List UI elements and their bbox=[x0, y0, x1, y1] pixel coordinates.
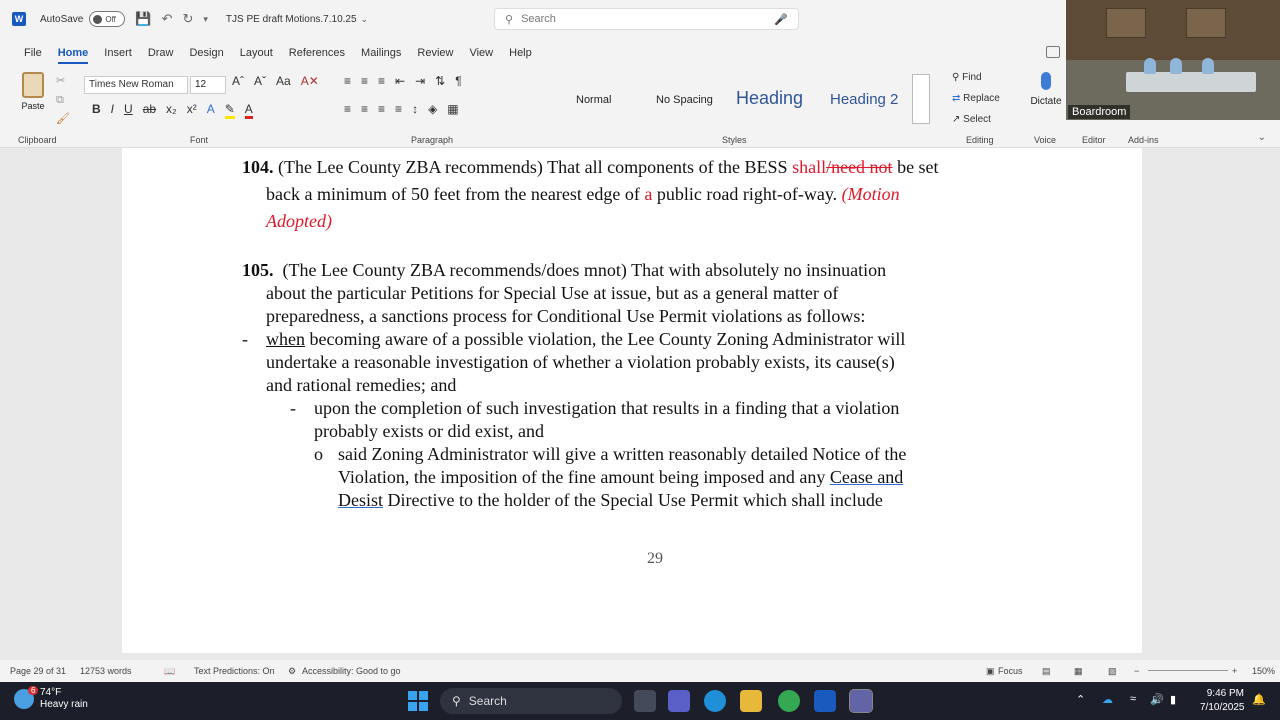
ribbon-collapse-icon[interactable]: ⌄ bbox=[1257, 132, 1266, 143]
font-size-value: 12 bbox=[195, 79, 207, 90]
undo-icon[interactable]: ↶ bbox=[161, 11, 173, 26]
show-formatting-icon[interactable]: ¶ bbox=[455, 74, 462, 88]
bullet-3-line-2 bbox=[338, 466, 903, 489]
motion-104-status-2: Adopted) bbox=[266, 211, 332, 231]
motion-105-line-3: preparedness, a sanctions process for Conditional Use Permit violations as follows: bbox=[266, 306, 866, 326]
group-styles: Styles bbox=[722, 135, 747, 145]
taskbar bbox=[0, 682, 1280, 720]
bullet-2-dash: - bbox=[290, 398, 296, 418]
tab-references[interactable]: References bbox=[288, 47, 346, 59]
dictate-label: Dictate bbox=[1030, 96, 1062, 107]
shrink-font-icon[interactable]: Aˇ bbox=[254, 74, 266, 88]
search-input[interactable] bbox=[494, 8, 799, 30]
alignment-tools bbox=[344, 102, 459, 116]
styles-gallery-scroll[interactable] bbox=[912, 74, 930, 124]
document-title[interactable]: TJS PE draft Motions.7.10.25 bbox=[225, 13, 357, 25]
superscript-icon[interactable]: x² bbox=[186, 102, 197, 116]
shading-icon[interactable]: ◈ bbox=[428, 102, 438, 116]
decrease-indent-icon[interactable]: ⇤ bbox=[395, 74, 406, 88]
paste-button[interactable] bbox=[18, 72, 48, 111]
paste-label: Paste bbox=[21, 101, 45, 111]
select-button[interactable] bbox=[952, 114, 991, 125]
select-label: Select bbox=[963, 114, 991, 125]
tab-file[interactable]: File bbox=[24, 47, 42, 59]
customize-toolbar-icon[interactable]: ▾ bbox=[203, 13, 208, 24]
bullet-3-line-1: said Zoning Administrator will give a written reasonably detailed Notice of the bbox=[338, 444, 907, 464]
autosave-label: AutoSave bbox=[40, 13, 84, 25]
motion-104-line2-b: public road right-of-way. bbox=[652, 184, 842, 204]
read-mode-icon[interactable]: ▤ bbox=[1042, 666, 1051, 676]
edge-icon[interactable] bbox=[704, 690, 726, 712]
volume-icon[interactable]: 🔊 bbox=[1150, 694, 1164, 706]
file-explorer-icon[interactable] bbox=[740, 690, 762, 712]
align-center-icon[interactable]: ≡ bbox=[361, 102, 369, 116]
tab-view[interactable]: View bbox=[469, 47, 494, 59]
bullet-3-marker: o bbox=[314, 444, 323, 464]
bullet-3-text-b1: Violation, the imposition of the fine amount being imposed and any bbox=[338, 467, 830, 487]
video-table bbox=[1126, 72, 1256, 92]
motion-104-text-b: be set bbox=[892, 157, 939, 177]
list-tools bbox=[344, 74, 462, 88]
style-heading-2[interactable]: Heading 2 bbox=[830, 91, 899, 108]
video-person bbox=[1144, 58, 1156, 74]
start-button[interactable] bbox=[408, 691, 428, 711]
save-icon[interactable]: 💾 bbox=[135, 11, 152, 26]
bullet-1-when: when bbox=[266, 329, 305, 349]
bullet-1-dash: - bbox=[242, 329, 248, 349]
zoom-in-icon[interactable]: + bbox=[1232, 666, 1238, 676]
status-text-predictions[interactable]: Text Predictions: On bbox=[194, 666, 275, 676]
web-layout-icon[interactable]: ▧ bbox=[1108, 666, 1117, 676]
title-chevron-down-icon[interactable]: ⌄ bbox=[360, 13, 369, 24]
tray-chevron-icon[interactable]: ⌃ bbox=[1076, 694, 1086, 706]
font-name-value: Times New Roman bbox=[89, 79, 174, 90]
tab-home[interactable]: Home bbox=[50, 42, 97, 64]
find-icon: ⚲ bbox=[952, 72, 963, 83]
ribbon-tabs bbox=[0, 42, 1066, 64]
notification-badge: 6 bbox=[28, 686, 38, 695]
autosave-state: Off bbox=[105, 14, 116, 24]
underline-icon[interactable]: U bbox=[124, 102, 133, 116]
replace-button[interactable] bbox=[952, 93, 1000, 104]
justify-icon[interactable]: ≡ bbox=[395, 102, 403, 116]
motion-104-delete-need-not: /need not bbox=[826, 157, 893, 177]
dictate-button[interactable] bbox=[1030, 72, 1062, 107]
motion-105-line-1 bbox=[242, 259, 886, 282]
copy-icon[interactable]: ⧉ bbox=[56, 94, 64, 106]
bullet-1-line-2: undertake a reasonable investigation of whether a violation probably exists, its cause(s) bbox=[266, 352, 895, 372]
tab-mailings[interactable]: Mailings bbox=[361, 47, 402, 59]
clock-date: 7/10/2025 bbox=[1200, 702, 1245, 713]
print-layout-icon[interactable]: ▦ bbox=[1074, 666, 1083, 676]
clock[interactable] bbox=[1200, 687, 1244, 715]
status-word-count[interactable]: 12753 words bbox=[80, 666, 132, 676]
onedrive-icon[interactable]: ☁ bbox=[1102, 694, 1113, 706]
proofing-icon[interactable]: 📖 bbox=[164, 666, 176, 676]
clock-time: 9:46 PM bbox=[1206, 688, 1244, 699]
status-bar bbox=[0, 660, 1280, 682]
motion-104-line-2 bbox=[266, 183, 900, 206]
task-view-icon[interactable] bbox=[634, 690, 656, 712]
bullet-3-desist: Desist bbox=[338, 490, 383, 510]
style-normal[interactable]: Normal bbox=[576, 94, 612, 106]
font-name-select[interactable] bbox=[84, 76, 188, 94]
bullet-2-line-2: probably exists or did exist, and bbox=[314, 421, 544, 441]
video-panel bbox=[1106, 8, 1146, 38]
word-taskbar-icon[interactable] bbox=[814, 690, 836, 712]
font-format-tools bbox=[92, 102, 253, 119]
bullet-3-cease-and: Cease and bbox=[829, 467, 904, 487]
find-label: Find bbox=[962, 72, 982, 83]
tab-review[interactable]: Review bbox=[417, 47, 454, 59]
highlight-icon[interactable]: ✎ bbox=[225, 102, 235, 119]
redo-icon[interactable]: ↻ bbox=[182, 11, 194, 26]
zoom-level[interactable]: 150% bbox=[1252, 666, 1276, 676]
motion-104-status-1: (Motion bbox=[841, 184, 900, 204]
multilevel-list-icon[interactable]: ≡ bbox=[378, 74, 386, 88]
comments-icon[interactable] bbox=[1046, 46, 1060, 58]
notifications-icon[interactable]: 🔔 bbox=[1252, 694, 1266, 706]
text-effects-icon[interactable]: A bbox=[206, 102, 215, 116]
accessibility-icon: ⚙ bbox=[288, 666, 297, 676]
group-paragraph: Paragraph bbox=[411, 135, 454, 145]
taskbar-search[interactable] bbox=[440, 688, 622, 714]
teams-icon[interactable] bbox=[668, 690, 690, 712]
bullets-icon[interactable]: ≡ bbox=[344, 74, 352, 88]
borders-icon[interactable]: ▦ bbox=[447, 102, 459, 116]
status-accessibility[interactable]: Accessibility: Good to go bbox=[302, 666, 401, 676]
bullet-1-line-1 bbox=[266, 328, 905, 351]
autosave-toggle[interactable] bbox=[89, 11, 125, 27]
grow-font-icon[interactable]: Aˆ bbox=[232, 74, 244, 88]
word-app-icon: W bbox=[12, 12, 26, 26]
battery-icon[interactable]: ▮ bbox=[1170, 694, 1177, 706]
taskbar-search-label: Search bbox=[468, 694, 507, 708]
video-panel bbox=[1186, 8, 1226, 38]
font-size-tools bbox=[232, 74, 319, 88]
find-button[interactable] bbox=[952, 72, 982, 83]
cut-icon[interactable]: ✂ bbox=[56, 75, 66, 87]
group-editing: Editing bbox=[966, 135, 994, 145]
align-left-icon[interactable]: ≡ bbox=[344, 102, 352, 116]
italic-icon[interactable]: I bbox=[110, 102, 115, 116]
group-clipboard: Clipboard bbox=[18, 135, 57, 145]
align-right-icon[interactable]: ≡ bbox=[378, 102, 386, 116]
bullet-3-text-c2: Directive to the holder of the Special Use Permit which shall include bbox=[383, 490, 883, 510]
motion-104-text-a: (The Lee County ZBA recommends) That all components of the BESS bbox=[278, 157, 793, 177]
group-addins: Add-ins bbox=[1128, 135, 1159, 145]
page-number: 29 bbox=[647, 550, 663, 567]
weather-widget[interactable] bbox=[14, 687, 88, 711]
motion-104-insert-shall: shall bbox=[792, 157, 827, 177]
taskbar-search-icon: ⚲ bbox=[452, 694, 461, 708]
zoom-slider[interactable] bbox=[1148, 670, 1228, 671]
numbering-icon[interactable]: ≡ bbox=[361, 74, 369, 88]
style-no-spacing[interactable]: No Spacing bbox=[656, 94, 713, 106]
dictate-mic-icon bbox=[1041, 72, 1051, 90]
video-person bbox=[1202, 58, 1214, 74]
chrome-icon[interactable] bbox=[778, 690, 800, 712]
search-icon: ⚲ bbox=[505, 13, 514, 26]
document-area bbox=[0, 148, 1280, 660]
tab-draw[interactable]: Draw bbox=[147, 47, 174, 59]
font-size-select[interactable] bbox=[190, 76, 226, 94]
tab-help[interactable]: Help bbox=[509, 47, 532, 59]
select-icon: ↗ bbox=[952, 114, 964, 125]
change-case-icon[interactable]: Aa bbox=[276, 74, 291, 88]
teams-meeting-icon[interactable] bbox=[850, 690, 872, 712]
tab-layout[interactable]: Layout bbox=[239, 47, 273, 59]
motion-104-line2-a: back a minimum of 50 feet from the nearest edge of bbox=[266, 184, 645, 204]
replace-icon: ⇄ bbox=[952, 93, 964, 104]
motion-105-number: 105. bbox=[242, 260, 274, 280]
group-voice: Voice bbox=[1034, 135, 1057, 145]
bold-icon[interactable]: B bbox=[92, 102, 101, 116]
wifi-icon[interactable]: ≈ bbox=[1130, 693, 1137, 705]
bullet-1-line-3: and rational remedies; and bbox=[266, 375, 457, 395]
tab-insert[interactable]: Insert bbox=[104, 47, 132, 59]
sort-icon[interactable]: ⇅ bbox=[435, 74, 446, 88]
motion-105-text-1: (The Lee County ZBA recommends/does mnot) That with absolutely no insinuation bbox=[282, 260, 887, 280]
strikethrough-icon[interactable]: ab bbox=[142, 102, 157, 116]
search-placeholder: Search bbox=[521, 13, 556, 25]
clipboard-icon bbox=[22, 72, 44, 98]
bullet-1-text-a: becoming aware of a possible violation, the Lee County Zoning Administrator will bbox=[305, 329, 906, 349]
group-editor: Editor bbox=[1082, 135, 1106, 145]
subscript-icon[interactable]: x₂ bbox=[166, 102, 177, 116]
zoom-out-icon[interactable]: − bbox=[1134, 666, 1140, 676]
line-spacing-icon[interactable]: ↕ bbox=[412, 102, 419, 116]
focus-icon: ▣ bbox=[986, 666, 995, 676]
weather-icon bbox=[14, 686, 36, 709]
replace-label: Replace bbox=[963, 93, 1000, 104]
clear-formatting-icon[interactable]: A✕ bbox=[300, 74, 319, 88]
motion-104-number: 104. bbox=[242, 157, 274, 177]
motion-104-insert-a: a bbox=[644, 184, 653, 204]
weather-temp: 74°F bbox=[40, 687, 62, 698]
tab-design[interactable]: Design bbox=[189, 47, 224, 59]
group-font: Font bbox=[190, 135, 209, 145]
motion-104-line-1 bbox=[242, 156, 939, 179]
video-room-label: Boardroom bbox=[1068, 105, 1130, 119]
bullet-3-line-3 bbox=[338, 489, 883, 512]
format-painter-icon[interactable]: 🖌 bbox=[56, 113, 70, 125]
microphone-icon[interactable]: 🎤 bbox=[774, 14, 788, 26]
increase-indent-icon[interactable]: ⇥ bbox=[415, 74, 426, 88]
focus-button[interactable]: Focus bbox=[998, 666, 1023, 676]
bullet-2-line-1: upon the completion of such investigation that results in a finding that a violation bbox=[314, 398, 900, 418]
font-color-icon[interactable]: A bbox=[245, 102, 253, 119]
motion-105-line-2: about the particular Petitions for Special Use at issue, but as a general matter of bbox=[266, 283, 839, 303]
video-wall bbox=[1066, 0, 1280, 60]
meeting-video-feed bbox=[1066, 0, 1280, 120]
video-person bbox=[1170, 58, 1182, 74]
status-page-count[interactable]: Page 29 of 31 bbox=[10, 666, 67, 676]
document-page[interactable] bbox=[122, 148, 1142, 653]
style-heading-1[interactable]: Heading bbox=[736, 88, 804, 108]
weather-condition: Heavy rain bbox=[40, 699, 88, 710]
